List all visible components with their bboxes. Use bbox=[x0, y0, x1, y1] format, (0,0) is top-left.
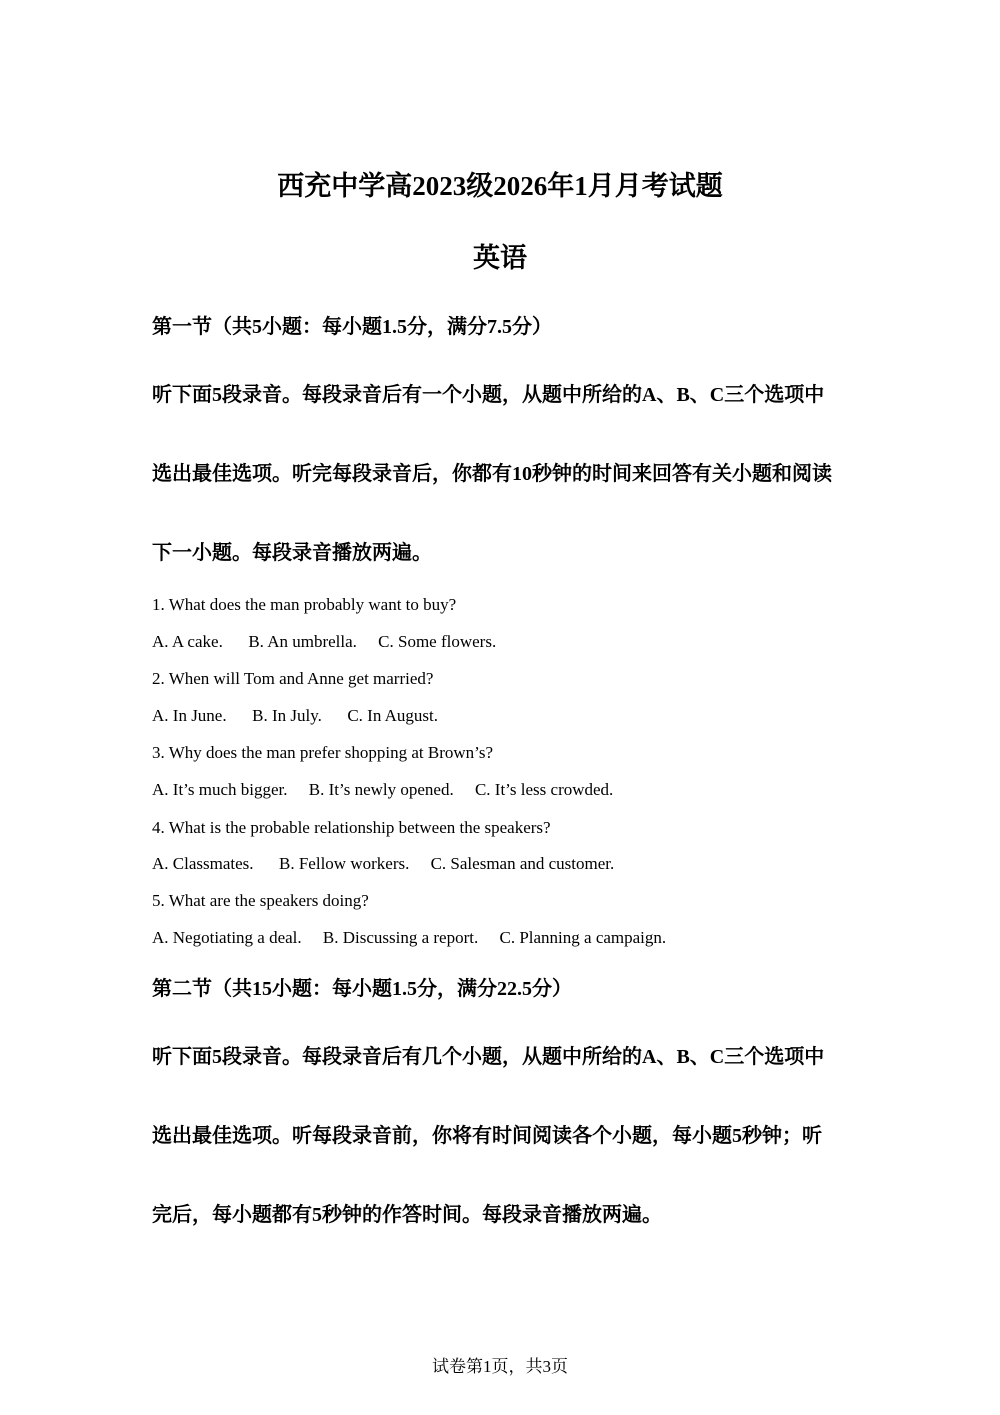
question-2-stem: 2. When will Tom and Anne get married? bbox=[152, 669, 434, 688]
subject-title: 英语 bbox=[473, 243, 527, 273]
page-footer: 试卷第1页，共3页 bbox=[432, 1357, 568, 1376]
section-1-heading: 第一节（共5小题：每小题1.5分，满分7.5分） bbox=[152, 316, 552, 338]
question-1-stem: 1. What does the man probably want to buy? bbox=[152, 595, 457, 614]
question-1-options: A. A cake. B. An umbrella. C. Some flowers. bbox=[152, 632, 497, 651]
question-5-options: A. Negotiating a deal. B. Discussing a report. C. Planning a campaign. bbox=[152, 928, 667, 947]
section-2-instruction-line: 听下面5段录音。每段录音后有几个小题，从题中所给的A、B、C三个选项中 bbox=[152, 1046, 825, 1068]
question-4-options: A. Classmates. B. Fellow workers. C. Salesman and customer. bbox=[152, 854, 615, 873]
section-1-instruction-line: 选出最佳选项。听完每段录音后，你都有10秒钟的时间来回答有关小题和阅读 bbox=[152, 463, 832, 485]
question-4-stem: 4. What is the probable relationship between the speakers? bbox=[152, 818, 551, 837]
question-3-stem: 3. Why does the man prefer shopping at Brown’s? bbox=[152, 743, 494, 762]
question-5-stem: 5. What are the speakers doing? bbox=[152, 891, 369, 910]
question-3-options: A. It’s much bigger. B. It’s newly opened. C. It’s less crowded. bbox=[152, 780, 614, 799]
section-2-instruction-line: 选出最佳选项。听每段录音前，你将有时间阅读各个小题，每小题5秒钟；听 bbox=[152, 1125, 822, 1147]
section-1-instruction-line: 下一小题。每段录音播放两遍。 bbox=[152, 542, 432, 564]
question-2-options: A. In June. B. In July. C. In August. bbox=[152, 706, 439, 725]
section-2-heading: 第二节（共15小题：每小题1.5分，满分22.5分） bbox=[152, 978, 572, 1000]
exam-title: 西充中学高2023级2026年1月月考试题 bbox=[277, 171, 723, 201]
section-1-instruction-line: 听下面5段录音。每段录音后有一个小题，从题中所给的A、B、C三个选项中 bbox=[152, 384, 825, 406]
section-2-instruction-line: 完后，每小题都有5秒钟的作答时间。每段录音播放两遍。 bbox=[152, 1204, 662, 1226]
